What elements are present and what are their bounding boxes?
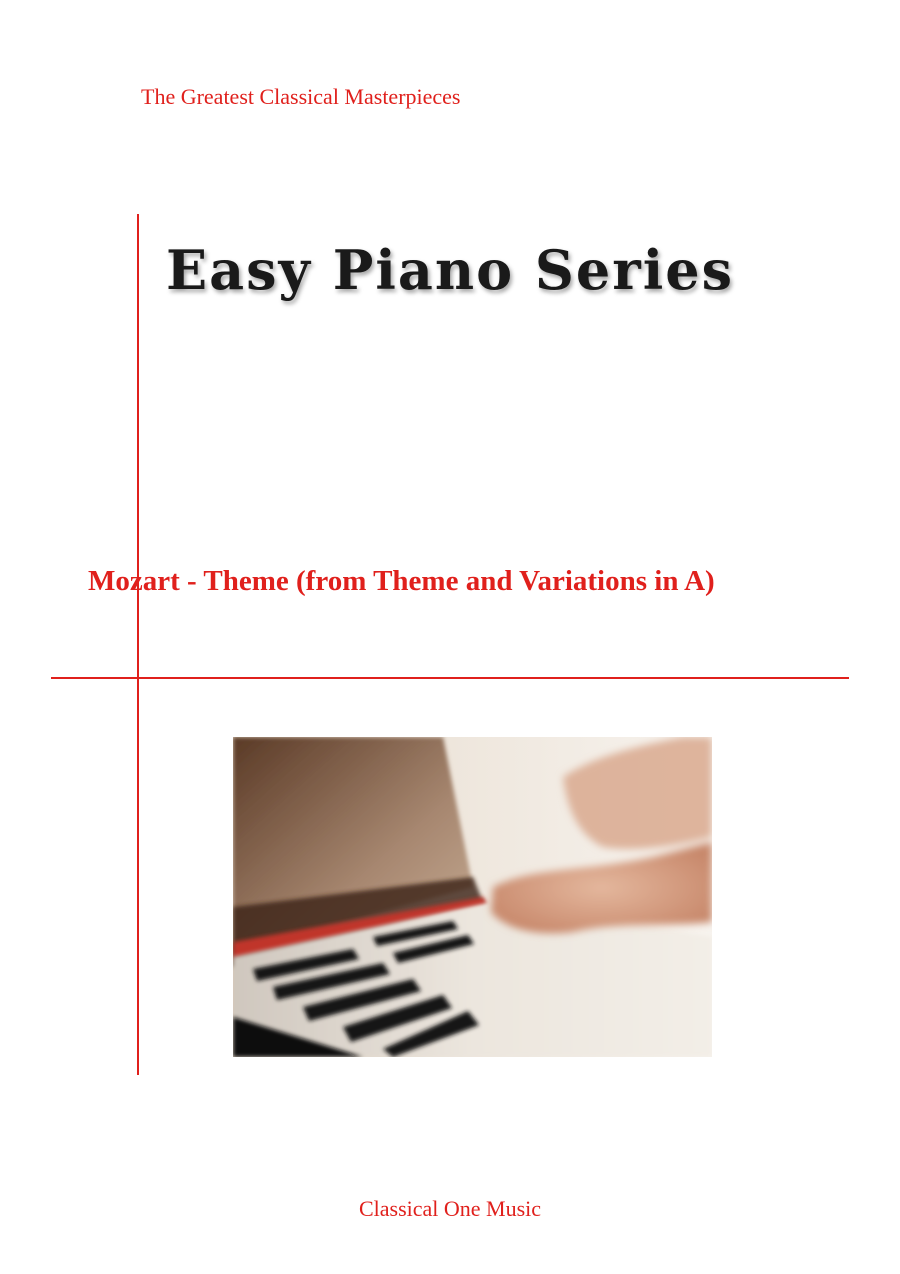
cover-photo	[233, 737, 712, 1057]
series-title: Easy Piano Series	[166, 238, 734, 302]
piece-title: Mozart - Theme (from Theme and Variations in A)	[88, 565, 715, 597]
piano-keys-hands-photo-icon	[233, 737, 712, 1057]
series-label: The Greatest Classical Masterpieces	[141, 84, 461, 109]
vertical-rule	[137, 214, 139, 1075]
publisher: Classical One Music	[358, 1196, 542, 1221]
horizontal-rule	[51, 677, 849, 679]
